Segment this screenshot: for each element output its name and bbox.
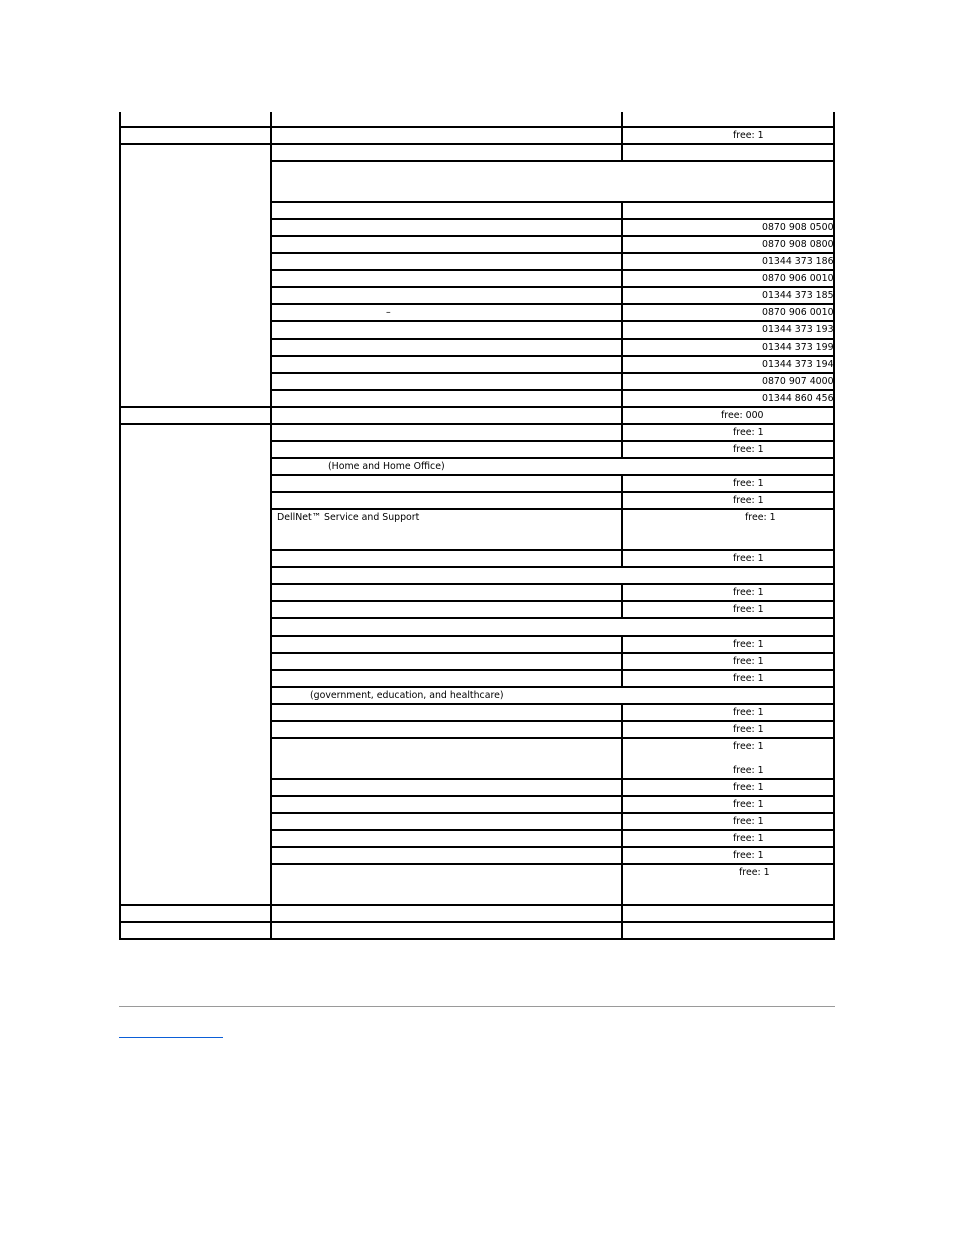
row-line (270, 829, 835, 831)
table-section-label: (Home and Home Office) (328, 461, 445, 472)
table-cell: 01344 373 199 (762, 342, 834, 353)
row-line (270, 583, 835, 585)
row-line (270, 440, 835, 442)
column-divider-2 (621, 475, 623, 568)
table-cell: free: 1 (733, 782, 764, 793)
table-cell: 01344 373 194 (762, 359, 834, 370)
table-section-label: (government, education, and healthcare) (310, 690, 504, 701)
row-line (119, 423, 835, 425)
row-line (270, 252, 835, 254)
row-line (270, 617, 835, 619)
table-cell: 01344 373 185 (762, 290, 834, 301)
row-line (270, 508, 835, 510)
row-line (270, 737, 835, 739)
table-cell: 0870 907 4000 (762, 376, 834, 387)
row-line (270, 652, 835, 654)
table-cell: 0870 906 0010 (762, 273, 834, 284)
table-cell: free: 1 (733, 495, 764, 506)
table-cell: free: 1 (733, 799, 764, 810)
table-cell: free: 1 (733, 639, 764, 650)
row-line (270, 863, 835, 865)
row-line (270, 269, 835, 271)
row-line (119, 904, 835, 906)
row-line (270, 474, 835, 476)
table-cell: 01344 860 456 (762, 393, 834, 404)
column-divider-2 (621, 112, 623, 161)
column-divider-2 (621, 636, 623, 687)
table-cell: free: 1 (733, 850, 764, 861)
row-line (270, 160, 835, 162)
table-cell: free: 1 (733, 604, 764, 615)
table-cell: free: 1 (739, 867, 770, 878)
table-cell: 0870 908 0800 (762, 239, 834, 250)
row-line (270, 686, 835, 688)
table-cell: free: 1 (733, 765, 764, 776)
table-cell: – (386, 307, 391, 318)
row-line (270, 720, 835, 722)
row-line (270, 201, 835, 203)
table-cell: free: 1 (733, 673, 764, 684)
row-line (119, 126, 835, 128)
table-cell: free: 1 (733, 427, 764, 438)
table-cell: free: 1 (733, 444, 764, 455)
table-cell: free: 1 (733, 724, 764, 735)
back-to-contents-link[interactable] (119, 1028, 223, 1038)
footer-divider (119, 1006, 835, 1007)
table-cell: free: 1 (733, 816, 764, 827)
row-line (270, 600, 835, 602)
row-line (270, 372, 835, 374)
row-line (270, 491, 835, 493)
table-cell: free: 1 (733, 478, 764, 489)
row-line (270, 286, 835, 288)
table-cell: free: 1 (733, 130, 764, 141)
row-line (119, 938, 835, 940)
row-line (270, 303, 835, 305)
table-cell: free: 1 (733, 656, 764, 667)
row-line (270, 566, 835, 568)
row-line (270, 778, 835, 780)
row-line (119, 921, 835, 923)
table-cell: free: 1 (745, 512, 776, 523)
row-line (270, 457, 835, 459)
table-cell: 01344 373 193 (762, 324, 834, 335)
row-line (270, 795, 835, 797)
table-border-left (119, 112, 121, 940)
table-cell: free: 1 (733, 833, 764, 844)
row-line (270, 320, 835, 322)
row-line (270, 218, 835, 220)
table-cell: free: 1 (733, 741, 764, 752)
row-line (119, 406, 835, 408)
row-line (270, 812, 835, 814)
row-line (270, 355, 835, 357)
row-line (270, 635, 835, 637)
table-cell: free: 000 (721, 410, 764, 421)
row-line (270, 389, 835, 391)
table-cell: free: 1 (733, 587, 764, 598)
table-cell: 0870 906 0010 (762, 307, 834, 318)
table-cell: 0870 908 0500 (762, 222, 834, 233)
table-cell: 01344 373 186 (762, 256, 834, 267)
row-line (270, 669, 835, 671)
row-line (270, 549, 835, 551)
row-line (270, 235, 835, 237)
row-line (270, 703, 835, 705)
row-line (119, 143, 835, 145)
column-divider-2 (621, 585, 623, 619)
table-cell: DellNet™ Service and Support (277, 512, 420, 523)
table-cell: free: 1 (733, 553, 764, 564)
table-cell: free: 1 (733, 707, 764, 718)
row-line (270, 846, 835, 848)
row-line (270, 338, 835, 340)
column-divider-2 (621, 202, 623, 459)
